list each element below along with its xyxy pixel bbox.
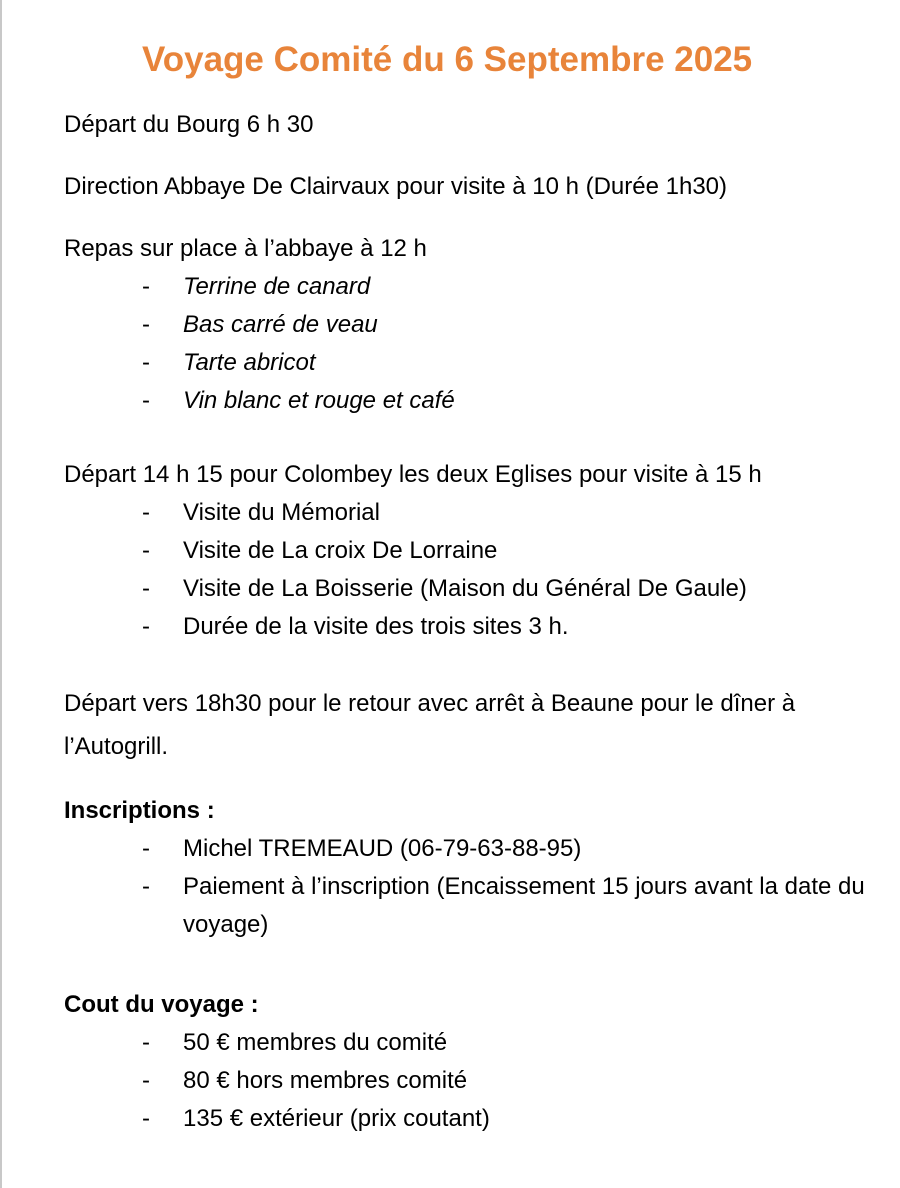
list-item: - Bas carré de veau [64,306,894,344]
direction-line: Direction Abbaye De Clairvaux pour visite à 10 h (Durée 1h30) [64,173,728,200]
cost-list [64,1024,894,1138]
list-item: - 80 € hors membres comité [64,1062,894,1100]
colombey-heading: Départ 14 h 15 pour Colombey les deux Eglises pour visite à 15 h [64,461,762,488]
list-item: - Tarte abricot [64,344,894,382]
dash-bullet: - [142,311,150,338]
document-page [64,36,894,1138]
dash-bullet: - [142,1029,150,1056]
dash-bullet: - [142,613,150,640]
colombey-list [64,494,894,646]
dash-bullet: - [142,873,150,900]
dash-bullet: - [142,499,150,526]
list-item: - 135 € extérieur (prix coutant) [64,1100,894,1138]
inscriptions-heading: Inscriptions : [64,797,215,824]
return-line: Départ vers 18h30 pour le retour avec arrêt à Beaune pour le dîner à l’Autogrill. [64,690,796,760]
cost-heading: Cout du voyage : [64,991,259,1018]
meal-heading: Repas sur place à l’abbaye à 12 h [64,235,427,262]
list-item: - 50 € membres du comité [64,1024,894,1062]
dash-bullet: - [142,575,150,602]
list-item: - Michel TREMEAUD (06-79-63-88-95) [64,830,894,868]
list-item: - Vin blanc et rouge et café [64,382,894,420]
inscriptions-list [64,830,894,944]
dash-bullet: - [142,1067,150,1094]
page-edge [0,0,2,1188]
list-item: - Visite de La croix De Lorraine [64,532,894,570]
dash-bullet: - [142,537,150,564]
list-item: - Paiement à l’inscription (Encaissement 15 jours avant la date du voyage) [64,868,897,944]
departure-line: Départ du Bourg 6 h 30 [64,111,314,138]
list-item: - Visite du Mémorial [64,494,894,532]
dash-bullet: - [142,835,150,862]
dash-bullet: - [142,1105,150,1132]
list-item: - Visite de La Boisserie (Maison du Général De Gaule) [64,570,894,608]
document-title: Voyage Comité du 6 Septembre 2025 [142,40,753,79]
list-item: - Terrine de canard [64,268,894,306]
meal-list [64,268,894,420]
dash-bullet: - [142,349,150,376]
list-item: - Durée de la visite des trois sites 3 h. [64,608,894,646]
dash-bullet: - [142,387,150,414]
dash-bullet: - [142,273,150,300]
